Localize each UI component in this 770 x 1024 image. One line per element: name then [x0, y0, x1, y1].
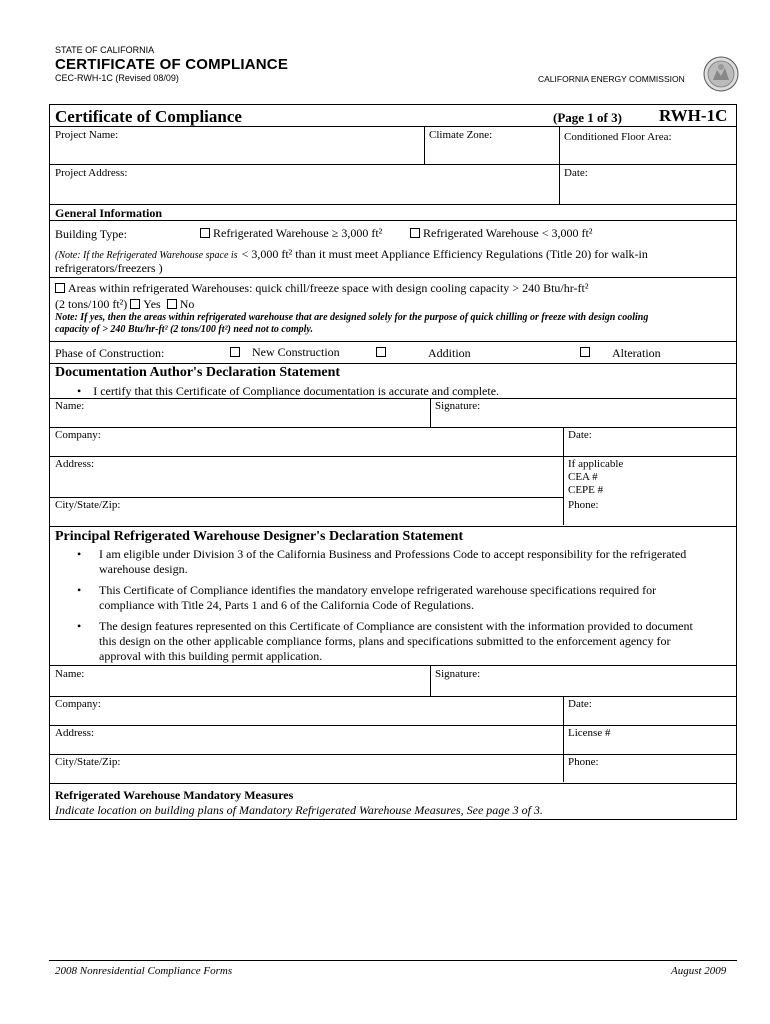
author-phone-field[interactable] — [569, 512, 732, 524]
agency-name: CALIFORNIA ENERGY COMMISSION — [538, 74, 685, 84]
designer-bullet-3-line2: this design on the other applicable compliance forms, plans and specifications submitted to the enforcement agency for — [99, 634, 671, 648]
form-code: RWH-1C — [659, 106, 728, 125]
building-type-label: Building Type: — [55, 227, 127, 241]
phase-alteration-checkbox[interactable] — [580, 345, 593, 360]
phase-alteration-label: Alteration — [612, 346, 661, 360]
designer-bullet-3: • — [77, 619, 82, 633]
checkbox[interactable] — [410, 228, 420, 238]
project-name-label: Project Name: — [55, 129, 119, 141]
cea-label: CEA # — [568, 471, 598, 483]
climate-zone-field[interactable] — [430, 142, 555, 162]
phase-addition-label: Addition — [428, 346, 471, 360]
designer-city-field[interactable] — [60, 769, 555, 781]
form-title: Certificate of Compliance — [55, 107, 242, 126]
footer-right: August 2009 — [671, 965, 727, 977]
checkbox[interactable] — [55, 283, 65, 293]
author-statement: • I certify that this Certificate of Compliance documentation is accurate and complete. — [77, 384, 500, 398]
author-city-field[interactable] — [60, 512, 555, 524]
author-company-field[interactable] — [60, 442, 555, 456]
designer-date-field[interactable] — [569, 711, 732, 725]
checkbox[interactable] — [376, 347, 386, 357]
if-applicable-label: If applicable — [568, 458, 624, 470]
general-information-heading: General Information — [55, 206, 162, 220]
designer-name-field[interactable] — [60, 681, 425, 695]
designer-date-label: Date: — [568, 698, 592, 710]
building-type-note-line2: refrigerators/freezers ) — [55, 261, 163, 275]
designer-phone-label: Phone: — [568, 756, 599, 768]
author-city-label: City/State/Zip: — [55, 499, 121, 511]
checkbox[interactable] — [580, 347, 590, 357]
author-company-label: Company: — [55, 429, 101, 441]
author-address-label: Address: — [55, 458, 95, 470]
designer-bullet-1-line1: I am eligible under Division 3 of the California Business and Professions Code to accept responsibility for the refrigerated — [99, 547, 687, 561]
designer-declaration-heading: Principal Refrigerated Warehouse Designer's Declaration Statement — [55, 529, 464, 544]
author-date-label: Date: — [568, 429, 592, 441]
conditioned-floor-area-label: Conditioned Floor Area: — [564, 131, 672, 143]
state-seal-icon — [703, 56, 739, 92]
designer-license-field[interactable] — [569, 740, 732, 754]
project-address-field[interactable] — [60, 180, 555, 202]
author-date-field[interactable] — [569, 442, 732, 456]
designer-bullet-3-line3: approval with this building permit application. — [99, 649, 323, 663]
project-name-field[interactable] — [60, 142, 420, 162]
building-type-large-option[interactable]: Refrigerated Warehouse ≥ 3,000 ft² — [200, 226, 382, 241]
quick-chill-yes-no: (2 tons/100 ft²) Yes No — [55, 297, 195, 311]
author-signature-field[interactable] — [436, 413, 731, 427]
checkbox[interactable] — [200, 228, 210, 238]
page-indicator: (Page 1 of 3) — [553, 110, 622, 125]
author-address-field[interactable] — [60, 471, 555, 496]
state-label: STATE OF CALIFORNIA — [55, 45, 155, 55]
designer-company-label: Company: — [55, 698, 101, 710]
date-label: Date: — [564, 167, 588, 179]
designer-bullet-2-line1: This Certificate of Compliance identifies the mandatory envelope refrigerated warehouse specifications required for — [99, 583, 657, 597]
designer-license-label: License # — [568, 727, 611, 739]
designer-signature-field[interactable] — [436, 681, 731, 695]
author-declaration-heading: Documentation Author's Declaration Statement — [55, 365, 341, 380]
no-checkbox[interactable] — [167, 299, 177, 309]
cepe-label: CEPE # — [568, 484, 604, 496]
designer-company-field[interactable] — [60, 711, 555, 725]
phase-label: Phase of Construction: — [55, 346, 165, 360]
designer-bullet-3-line1: The design features represented on this Certificate of Compliance are consistent with the information provided to document — [99, 619, 693, 633]
building-type-small-option[interactable]: Refrigerated Warehouse < 3,000 ft² — [410, 226, 592, 241]
designer-address-label: Address: — [55, 727, 95, 739]
quick-chill-question: Areas within refrigerated Warehouses: quick chill/freeze space with design cooling capacity > 240 Btu/hr-ft² — [55, 281, 588, 296]
designer-bullet-2: • — [77, 583, 82, 597]
designer-address-field[interactable] — [60, 740, 555, 754]
designer-bullet-1-line2: warehouse design. — [99, 562, 188, 576]
quick-chill-note-line2: capacity of > 240 Btu/hr-ft² (2 tons/100 ft²) need not to comply. — [55, 324, 313, 335]
designer-city-label: City/State/Zip: — [55, 756, 121, 768]
mandatory-measures-heading: Refrigerated Warehouse Mandatory Measures — [55, 788, 294, 802]
mandatory-measures-text: Indicate location on building plans of Mandatory Refrigerated Warehouse Measures, See page 3 of 3. — [55, 803, 543, 817]
date-field[interactable] — [565, 180, 733, 202]
yes-checkbox[interactable] — [130, 299, 140, 309]
conditioned-floor-area-field[interactable] — [565, 145, 733, 163]
project-address-label: Project Address: — [55, 167, 128, 179]
author-signature-label: Signature: — [435, 400, 481, 412]
checkbox[interactable] — [230, 347, 240, 357]
designer-signature-label: Signature: — [435, 668, 481, 680]
footer-left: 2008 Nonresidential Compliance Forms — [55, 965, 233, 977]
quick-chill-note: Note: If yes, then the areas within refrigerated warehouse that are designed solely for the purpose of quick chilling or freeze with design cooling — [55, 312, 649, 323]
document-title: CERTIFICATE OF COMPLIANCE — [55, 56, 289, 73]
climate-zone-label: Climate Zone: — [429, 129, 493, 141]
designer-phone-field[interactable] — [569, 769, 732, 781]
form-number: CEC-RWH-1C (Revised 08/09) — [55, 73, 179, 83]
author-name-label: Name: — [55, 400, 85, 412]
phase-addition-checkbox[interactable] — [376, 345, 389, 360]
designer-name-label: Name: — [55, 668, 85, 680]
author-phone-label: Phone: — [568, 499, 599, 511]
designer-bullet-2-line2: compliance with Title 24, Parts 1 and 6 of the California Code of Regulations. — [99, 598, 474, 612]
designer-bullet-1: • — [77, 547, 82, 561]
author-name-field[interactable] — [60, 413, 425, 427]
building-type-note: (Note: If the Refrigerated Warehouse space is < 3,000 ft² than it must meet Appliance Efficiency Regulations (Title 20) for walk-in — [55, 247, 648, 261]
phase-new-construction[interactable]: New Construction — [230, 345, 340, 360]
